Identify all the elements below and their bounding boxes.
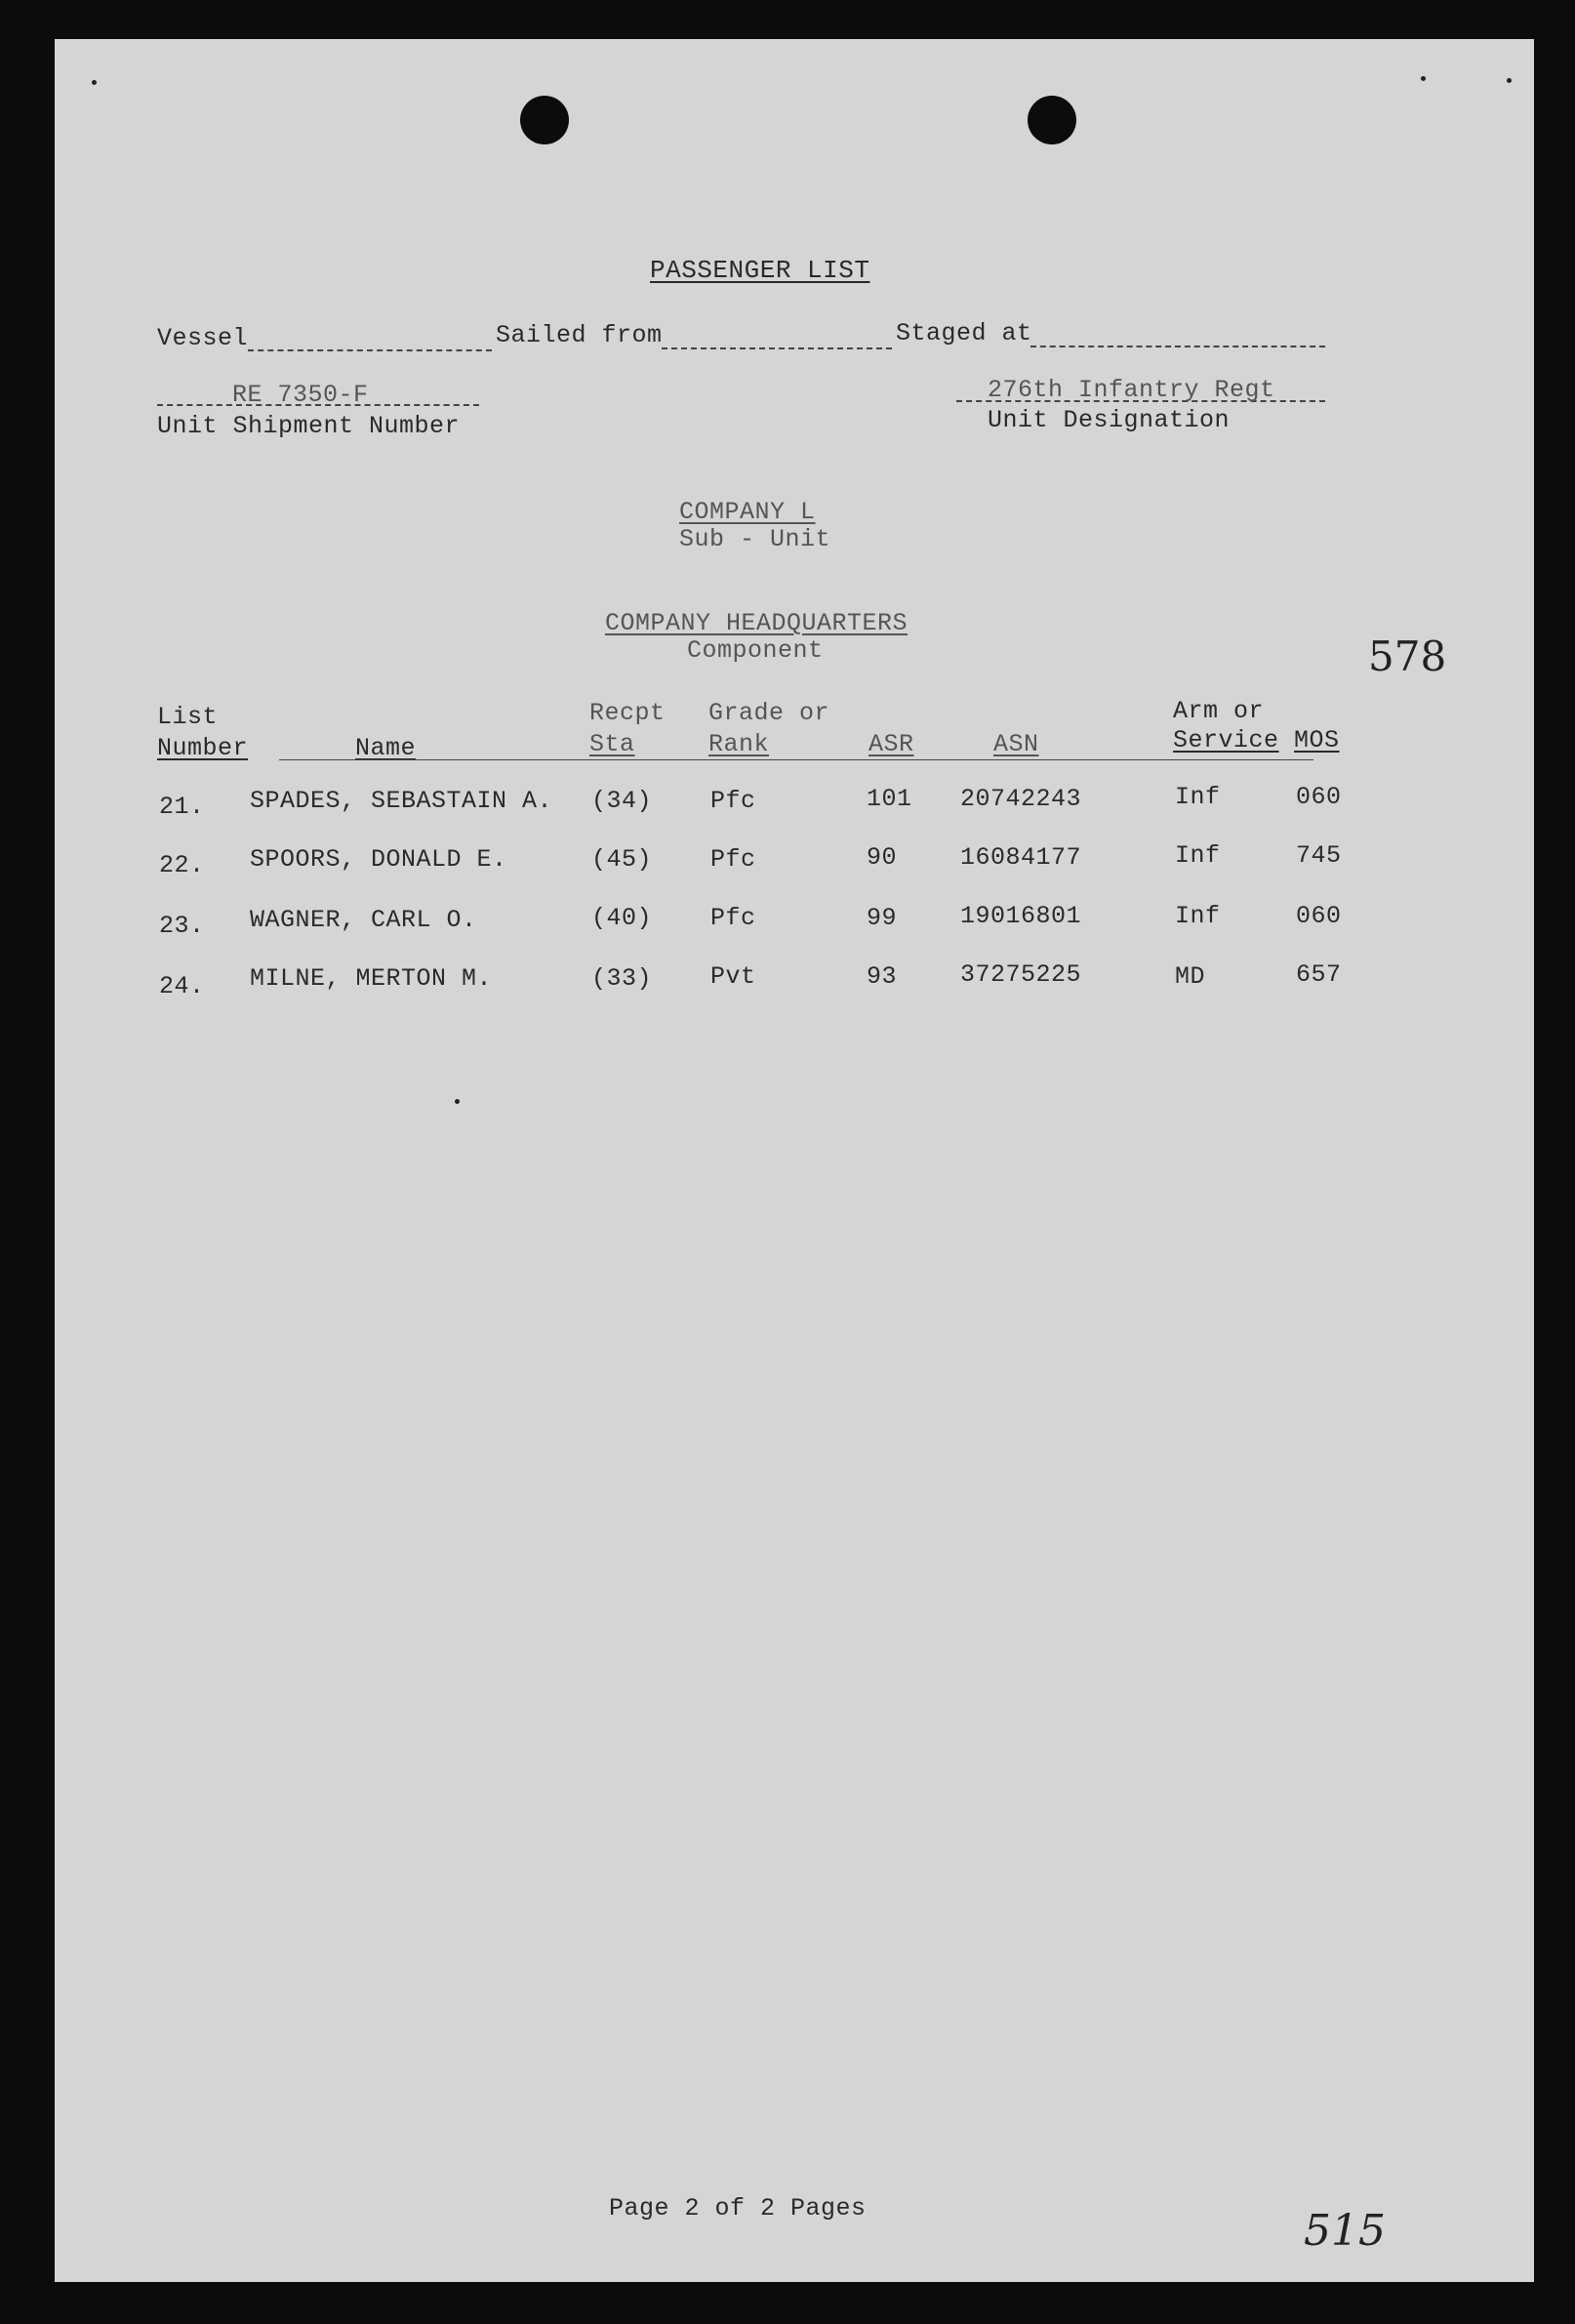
row-recpt-sta: (34) [591, 787, 653, 815]
header-underline [279, 759, 1313, 760]
table-row [55, 783, 1534, 822]
row-grade: Pvt [710, 962, 756, 991]
component-label: Component [687, 636, 824, 665]
unit-shipment-value: RE 7350-F [232, 381, 369, 409]
table-row [55, 958, 1534, 998]
col-recpt-sta-1: Recpt [589, 699, 666, 727]
staged-at-label: Staged at [896, 319, 1032, 347]
unit-designation-value: 276th Infantry Regt [988, 376, 1275, 404]
speck [1421, 76, 1426, 81]
col-asn: ASN [993, 730, 1039, 758]
row-grade: Pfc [710, 904, 756, 932]
table-row [55, 841, 1534, 880]
row-name: MILNE, MERTON M. [250, 964, 493, 993]
row-number: 21. [159, 793, 205, 821]
speck [1507, 78, 1512, 83]
document-page [55, 39, 1534, 2282]
col-grade-1: Grade or [708, 699, 830, 727]
page-title: PASSENGER LIST [650, 256, 870, 285]
row-asr: 99 [867, 904, 898, 932]
row-number: 23. [159, 912, 205, 940]
staged-at-blank [1030, 346, 1325, 347]
row-asn: 19016801 [960, 902, 1082, 930]
speck [92, 80, 97, 85]
row-asr: 93 [867, 962, 898, 991]
vessel-blank [248, 349, 492, 351]
row-recpt-sta: (40) [591, 904, 653, 932]
row-asr: 101 [867, 785, 912, 813]
row-mos: 745 [1296, 841, 1342, 870]
vessel-label: Vessel [157, 324, 249, 352]
row-recpt-sta: (33) [591, 964, 653, 993]
punch-hole [520, 96, 569, 144]
row-grade: Pfc [710, 845, 756, 874]
row-mos: 060 [1296, 783, 1342, 811]
col-grade-2: Rank [708, 730, 770, 758]
row-name: WAGNER, CARL O. [250, 906, 477, 934]
speck [455, 1099, 460, 1104]
unit-designation-label: Unit Designation [988, 406, 1231, 434]
unit-shipment-label: Unit Shipment Number [157, 412, 461, 440]
row-recpt-sta: (45) [591, 845, 653, 874]
row-number: 22. [159, 851, 205, 879]
row-name: SPOORS, DONALD E. [250, 845, 507, 874]
sub-unit-label: Sub - Unit [679, 525, 831, 553]
row-asn: 20742243 [960, 785, 1082, 813]
row-asn: 37275225 [960, 960, 1082, 989]
col-mos: MOS [1294, 726, 1340, 754]
col-recpt-sta-2: Sta [589, 730, 635, 758]
row-mos: 657 [1296, 960, 1342, 989]
col-list-number-1: List [157, 703, 219, 731]
table-row [55, 900, 1534, 939]
col-name: Name [355, 734, 417, 762]
row-grade: Pfc [710, 787, 756, 815]
row-arm: Inf [1175, 902, 1221, 930]
sub-unit-value: COMPANY L [679, 498, 816, 526]
row-asn: 16084177 [960, 843, 1082, 872]
handwritten-page-number: 578 [1368, 632, 1447, 680]
row-name: SPADES, SEBASTAIN A. [250, 787, 553, 815]
page-footer: Page 2 of 2 Pages [609, 2194, 867, 2222]
component-value: COMPANY HEADQUARTERS [605, 609, 909, 637]
sailed-from-label: Sailed from [496, 321, 663, 349]
row-mos: 060 [1296, 902, 1342, 930]
col-list-number-2: Number [157, 734, 249, 762]
row-arm: Inf [1175, 841, 1221, 870]
row-asr: 90 [867, 843, 898, 872]
row-arm: MD [1175, 962, 1206, 991]
row-arm: Inf [1175, 783, 1221, 811]
col-asr: ASR [868, 730, 914, 758]
col-arm-1: Arm or [1173, 697, 1265, 725]
punch-hole [1028, 96, 1076, 144]
handwritten-annotation: 515 [1304, 2206, 1386, 2256]
sailed-from-blank [662, 347, 892, 349]
row-number: 24. [159, 972, 205, 1000]
col-arm-2: Service [1173, 726, 1279, 754]
